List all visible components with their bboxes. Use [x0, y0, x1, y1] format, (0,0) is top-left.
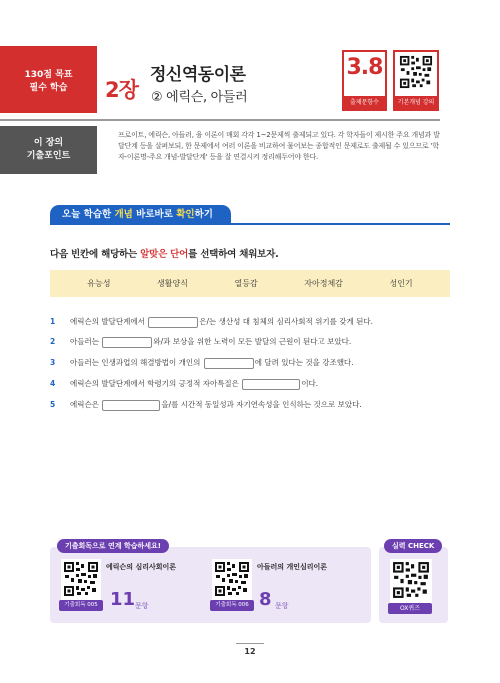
question-number: 2: [50, 337, 56, 346]
question-text-pre: 에릭슨의 발달단계에서 학령기의 긍정적 자아특질은: [70, 379, 242, 388]
card-qr-erikson[interactable]: [61, 559, 101, 603]
question-item: [50, 335, 351, 349]
instruction-highlight: 알맞은 단어: [140, 249, 189, 260]
answer-blank[interactable]: [102, 337, 152, 348]
card-unit: 문항: [275, 602, 289, 610]
card-badge: 기출회독 006: [210, 600, 254, 611]
qr-code-icon[interactable]: [399, 55, 433, 89]
question-text-post: 을/를 시간적 동일성과 자기연속성을 인식하는 것으로 보았다.: [161, 400, 362, 409]
answer-blank[interactable]: [148, 317, 198, 328]
linked-study-tab: 기출회독으로 연계 학습하세요!: [57, 539, 169, 553]
banner-text-mid: 바로바로: [132, 209, 177, 220]
exam-point-badge: [0, 126, 97, 174]
answer-blank[interactable]: [102, 400, 160, 411]
question-number: 3: [50, 358, 56, 367]
score-box: [342, 50, 387, 111]
card-count: 8: [259, 589, 272, 610]
banner-text-pre: 오늘 학습한: [62, 209, 115, 220]
lecture-qr-label: 기본개념 강의: [395, 96, 437, 109]
question-text-post: 이다.: [301, 379, 319, 388]
question-number: 4: [50, 379, 56, 388]
question-text-post: 와/과 보상을 위한 노력이 모든 발달의 근원이 된다고 보았다.: [153, 337, 352, 346]
word-bank-item: 성인기: [389, 279, 413, 288]
question-text-pre: 아들러는: [70, 337, 102, 346]
question-text-pre: 에릭슨의 발달단계에서: [70, 317, 148, 326]
goal-badge: [0, 46, 97, 113]
question-number: 1: [50, 317, 56, 326]
chapter-title: 정신역동이론: [150, 65, 246, 85]
card-qr-adler[interactable]: [212, 559, 252, 603]
question-item: [50, 315, 373, 329]
word-bank: [50, 270, 450, 297]
page-number: 12: [244, 647, 256, 656]
banner-highlight-check: 확인: [176, 209, 195, 220]
qr-code-icon[interactable]: [392, 561, 430, 599]
question-text-pre: 아들러는 인생과업의 해결방법이 개인의: [70, 358, 203, 367]
word-bank-item: 자아정체감: [304, 279, 343, 288]
score-label: 출제문항수: [344, 96, 385, 109]
skill-check-tab: 실력 CHECK: [384, 539, 442, 553]
chapter-number: 2장: [105, 78, 138, 102]
word-bank-item: 생활양식: [157, 279, 188, 288]
answer-blank[interactable]: [204, 358, 254, 369]
qr-code-icon[interactable]: [63, 561, 99, 597]
ox-quiz-qr[interactable]: [390, 559, 432, 605]
question-text-post: 에 달려 있다는 것을 강조했다.: [254, 358, 354, 367]
banner-text-post: 하기: [194, 209, 213, 220]
card-title: 에릭슨의 심리사회이론: [106, 563, 177, 571]
header-rule: [0, 119, 440, 121]
question-text-pre: 에릭슨은: [70, 400, 102, 409]
question-text-post: 은/는 생산성 대 침체의 심리사회적 위기를 갖게 된다.: [199, 317, 373, 326]
page-number-rule: [236, 643, 264, 644]
section-banner-tab: [50, 205, 231, 225]
question-number: 5: [50, 400, 56, 409]
score-value: 3.8: [346, 55, 383, 80]
ox-quiz-label: OX퀴즈: [388, 603, 432, 614]
goal-label: 130점 목표 필수 학습: [24, 70, 73, 93]
instruction-post: 를 선택하여 채워보자.: [188, 249, 279, 260]
instruction: [50, 246, 279, 260]
question-item: [50, 377, 318, 391]
answer-blank[interactable]: [242, 379, 300, 390]
exam-point-label: 이 장의 기출포인트: [26, 138, 71, 161]
question-item: [50, 398, 362, 412]
card-badge: 기출회독 005: [59, 600, 103, 611]
card-count: 11: [110, 589, 136, 610]
card-unit: 문항: [135, 602, 149, 610]
chapter-intro: 프로이트, 에릭슨, 아들러, 융 이론이 매회 각각 1~2문제씩 출제되고 있다. 각 학자들이 제시한 주요 개념과 발달단계 등을 살펴보되, 한 문제에서 여러 이론을 비교하여 물어보는 종합적인 문제로도 출제될 수 있으므로 '학자-이론명-주요 개념-발달단계' 등을 잘 연결시켜 정리해두어야 한다.: [118, 131, 440, 161]
banner-highlight-concept: 개념: [114, 209, 133, 220]
question-item: [50, 356, 354, 370]
word-bank-item: 유능성: [87, 279, 111, 288]
card-title: 아들러의 개인심리이론: [257, 563, 328, 571]
instruction-pre: 다음 빈칸에 해당하는: [50, 249, 141, 260]
lecture-qr-box[interactable]: [393, 50, 439, 111]
word-bank-item: 열등감: [234, 279, 258, 288]
chapter-subtitle: ② 에릭슨, 아들러: [151, 90, 248, 105]
section-banner: [50, 205, 450, 225]
qr-code-icon[interactable]: [214, 561, 250, 597]
